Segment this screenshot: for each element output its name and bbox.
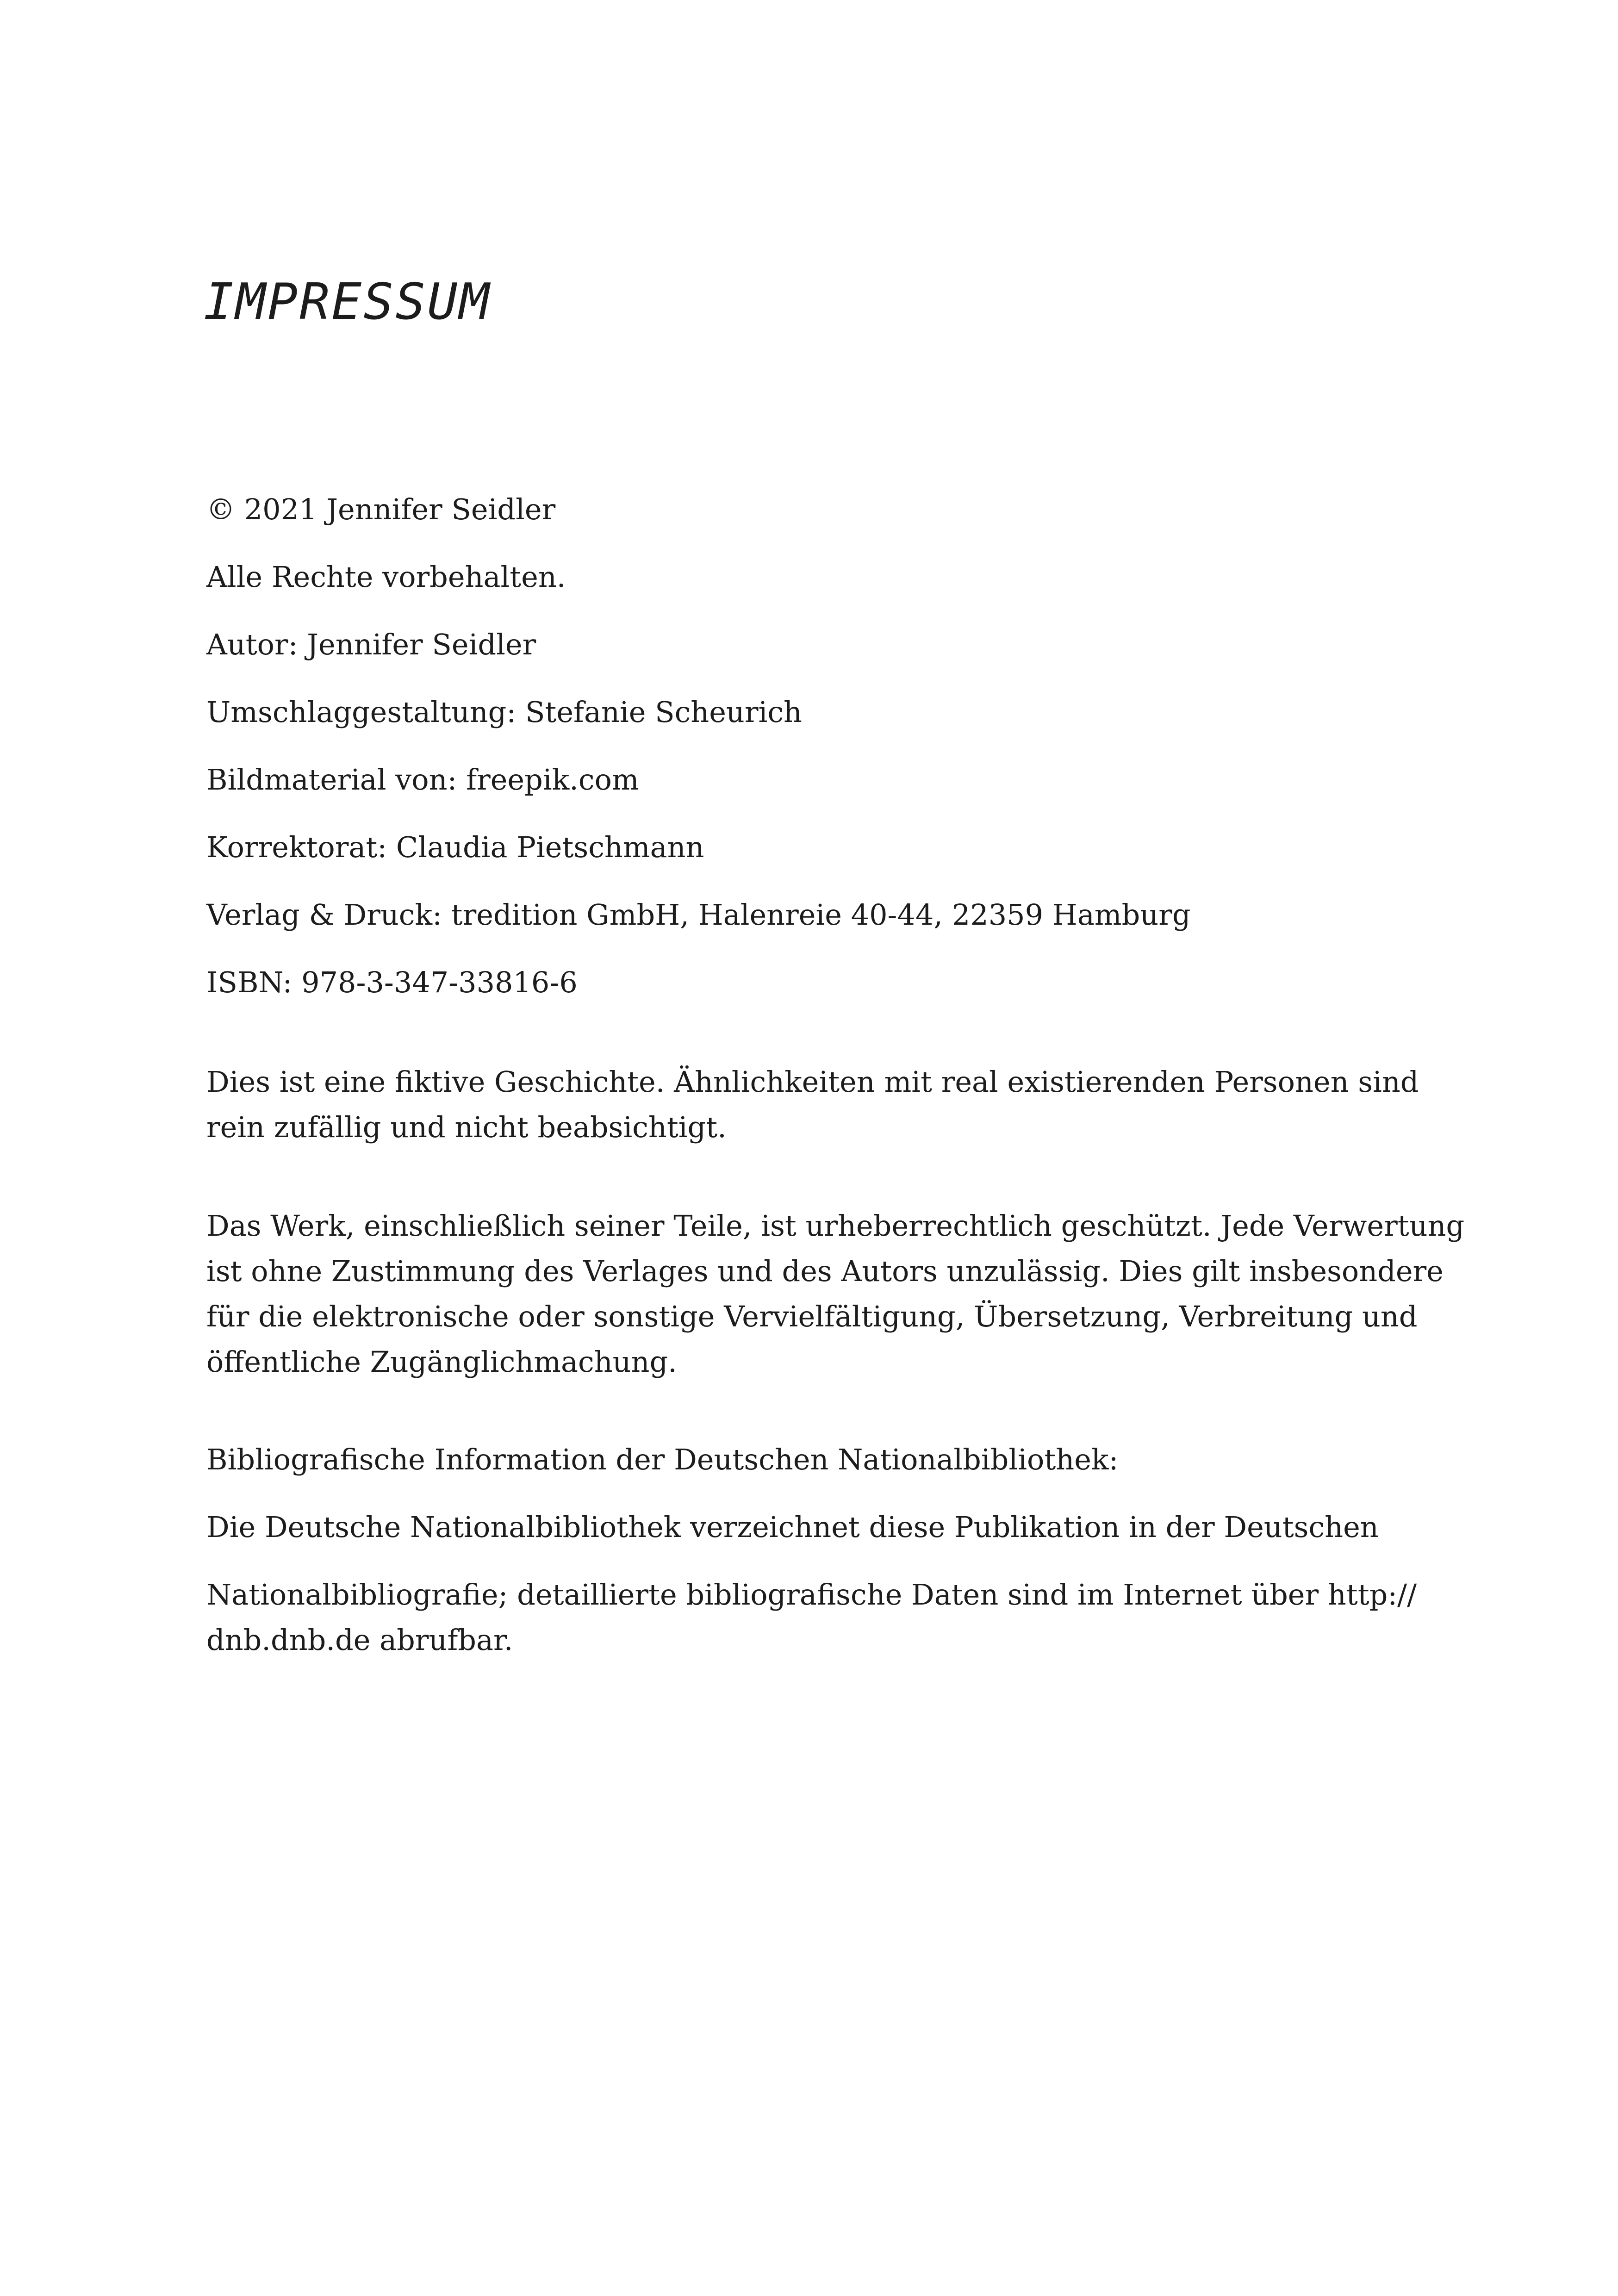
copyright-notice-line: ist ohne Zustimmung des Verlages und des Autors unzulässig. Dies gilt insbesondere xyxy=(206,1254,1444,1288)
proofreading-line: Korrektorat: Claudia Pietschmann xyxy=(206,830,704,864)
image-credit-line: Bildmaterial von: freepik.com xyxy=(206,763,639,796)
copyright-notice-line: für die elektronische oder sonstige Vervielfältigung, Übersetzung, Verbreitung und xyxy=(206,1300,1418,1333)
bibliographic-title: Bibliografische Information der Deutschen Nationalbibliothek: xyxy=(206,1443,1119,1476)
copyright-notice xyxy=(206,1203,1465,1385)
bibliographic-url-line: Nationalbibliografie; detaillierte bibliografische Daten sind im Internet über http:// xyxy=(206,1578,1417,1612)
cover-design-line: Umschlaggestaltung: Stefanie Scheurich xyxy=(206,695,802,729)
rights-line: Alle Rechte vorbehalten. xyxy=(206,560,566,594)
author-line: Autor: Jennifer Seidler xyxy=(206,628,536,661)
bibliographic-url-line: dnb.dnb.de abrufbar. xyxy=(206,1623,513,1657)
isbn-line: ISBN: 978-3-347-33816-6 xyxy=(206,965,578,999)
fiction-notice-line: rein zufällig und nicht beabsichtigt. xyxy=(206,1110,727,1144)
publisher-line: Verlag & Druck: tredition GmbH, Halenreie 40-44, 22359 Hamburg xyxy=(206,898,1191,932)
copyright-notice-line: Das Werk, einschließlich seiner Teile, ist urheberrechtlich geschützt. Jede Verwertung xyxy=(206,1209,1465,1243)
copyright-line: © 2021 Jennifer Seidler xyxy=(206,492,556,526)
fiction-notice xyxy=(206,1059,1433,1150)
bibliographic-url-paragraph xyxy=(206,1572,1433,1663)
bibliographic-line: Die Deutsche Nationalbibliothek verzeichnet diese Publikation in der Deutschen xyxy=(206,1510,1379,1544)
fiction-notice-line: Dies ist eine fiktive Geschichte. Ähnlichkeiten mit real existierenden Personen sind xyxy=(206,1065,1419,1099)
page-title: IMPRESSUM xyxy=(204,273,492,331)
copyright-notice-line: öffentliche Zugänglichmachung. xyxy=(206,1345,677,1379)
